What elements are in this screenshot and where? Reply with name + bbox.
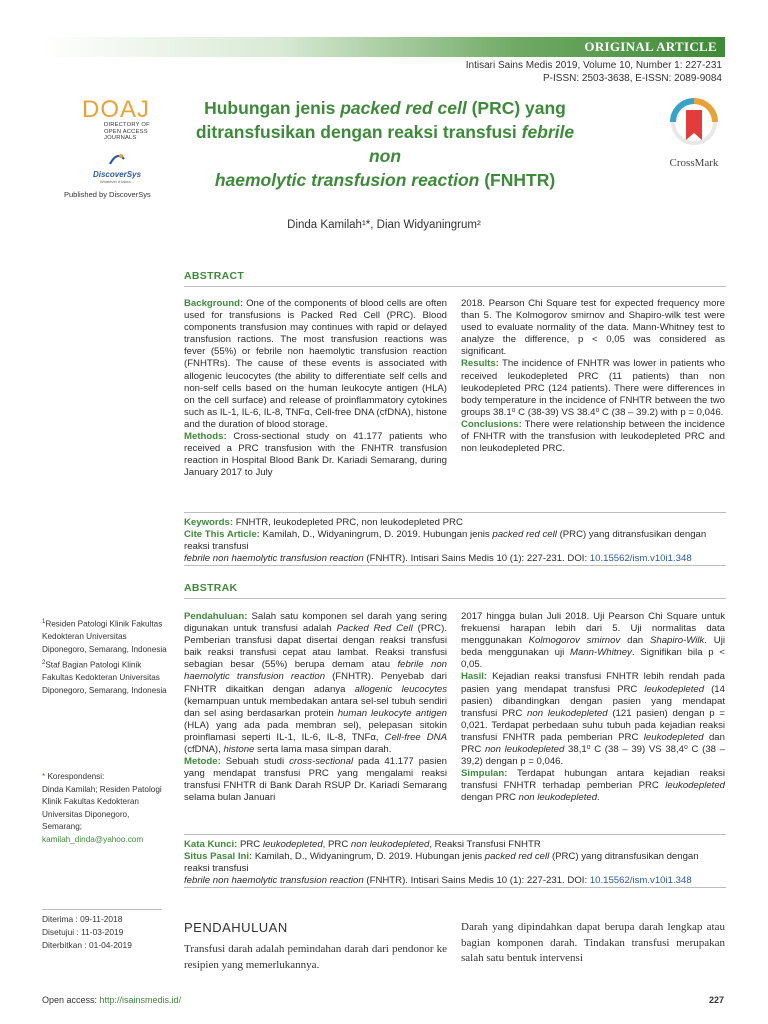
open-access-label: Open access:: [42, 995, 100, 1005]
divider: [184, 598, 726, 599]
conclusions-label: Conclusions:: [461, 418, 522, 430]
situs-italic: febrile non haemolytic transfusion reaction: [184, 875, 364, 887]
abstrak-italic: Cell-free DNA: [384, 731, 447, 743]
keywords-label: Keywords:: [184, 517, 234, 528]
intro-col-1: Transfusi darah adalah pemindahan darah dari pendonor ke resipien yang memerlukannya.: [184, 943, 447, 971]
situs-text: (PRC) yang ditransfusikan dengan reaksi transfusi: [184, 851, 699, 875]
doaj-subtitle-1: DIRECTORY OF: [104, 122, 150, 128]
cite-label: Cite This Article:: [184, 529, 260, 541]
article-type-bar: [40, 37, 725, 57]
kata-text: , Reaksi Transfusi FNHTR: [429, 839, 541, 850]
abstrak-italic: allogenic leucocytes: [354, 683, 447, 695]
crossmark-label: CrossMark: [669, 157, 719, 169]
abstrak-text: serta lama masa simpan darah.: [254, 744, 392, 756]
journal-issn: P-ISSN: 2503-3638, E-ISSN: 2089-9084: [543, 73, 722, 84]
discoversys-tagline: Whatever it takes...: [99, 179, 135, 184]
abstrak-italic: cross-sectional: [289, 756, 354, 768]
title-italic: haemolytic transfusion reaction: [214, 170, 480, 190]
abstrak-italic: leukodepleted: [643, 731, 704, 743]
cite-italic: packed red cell: [492, 529, 557, 541]
abstrak-text: . Uji beda menggunakan uji: [461, 635, 725, 659]
situs-doi-link[interactable]: 10.15562/ism.v10i1.348: [589, 875, 692, 887]
abstrak-text: . Signifikan bila p < 0,05.: [461, 647, 725, 671]
abstrak-text: (121 pasien) dengan p = 0,021. Terdapat perbedaan suhu tubuh pada kejadian reaksi transfusi FNHTR pada pemberian PRC: [461, 707, 725, 743]
correspondence-text: Dinda Kamilah; Residen Patologi Klinik Fakultas Kedokteran Universitas Diponegoro, Semarang;: [42, 784, 162, 832]
abstrak-text: .: [597, 792, 600, 804]
page-number: 227: [708, 995, 724, 1005]
authors: Dinda Kamilah¹*, Dian Widyaningrum²: [287, 219, 481, 231]
title-part: ditransfusikan dengan reaksi transfusi: [195, 122, 522, 142]
date-received: Diterima : 09-11-2018: [42, 914, 123, 924]
abstrak-text: Salah satu komponen sel darah yang sering digunakan untuk transfusi adalah: [184, 611, 447, 635]
doaj-logo-text: DOAJ: [82, 96, 151, 123]
introduction-heading: PENDAHULUAN: [184, 920, 288, 935]
published-by: Published by DiscoverSys: [64, 190, 151, 199]
abstract-col-2: [461, 298, 725, 455]
cite-text: (PRC) yang ditransfusikan dengan reaksi transfusi: [184, 529, 707, 553]
doaj-subtitle-2: OPEN ACCESS: [104, 128, 148, 135]
abstrak-text: 2017 hingga bulan Juli 2018. Uji Pearson Chi Square untuk frekuensi harapan lebih dari 5. Uji normalitas data menggunakan: [461, 611, 725, 647]
abstrak-italic: Packed Red Cell: [336, 623, 413, 635]
footer-open-access: [42, 995, 181, 1005]
intro-col-2: Darah yang dipindahkan dapat berupa darah lengkap atau bagian komponen darah. Tindakan transfusi merupakan salah satu bentuk intervensi: [461, 921, 725, 965]
title-italic: packed red cell: [340, 98, 467, 118]
affiliation-text: Residen Patologi Klinik Fakultas Kedokteran Universitas Diponegoro, Semarang, Indonesia: [42, 619, 167, 654]
crossmark-badge[interactable]: [663, 98, 725, 169]
cite-text: Kamilah, D., Widyaningrum, D. 2019. Hubungan jenis: [259, 529, 493, 541]
abstrak-col-1: [184, 611, 447, 805]
cite-italic: febrile non haemolytic transfusion reaction: [184, 553, 364, 565]
kata-kunci-label: Kata Kunci:: [184, 839, 238, 850]
journal-citation: Intisari Sains Medis 2019, Volume 10, Number 1: 227-231: [465, 60, 722, 71]
abstrak-text: dan: [620, 635, 650, 647]
discoversys-name: DiscoverSys: [92, 170, 142, 179]
abstrak-col-2: [461, 611, 725, 805]
divider: [42, 909, 162, 910]
title-part: (FNHTR): [479, 170, 556, 190]
divider: [184, 834, 726, 835]
kata-italic: leukodepleted: [262, 839, 323, 850]
situs-text: (FNHTR). Intisari Sains Medis 10 (1): 227-231. DOI:: [363, 875, 590, 887]
title-part: Hubungan jenis: [204, 98, 341, 118]
title-italic: febrile non: [368, 122, 575, 166]
kata-italic: non leukodepleted: [350, 839, 430, 850]
abstrak-text: (kemampuan untuk membedakan antara sel-sel tubuh sendiri dan sel asing berdasarkan protein: [184, 695, 447, 719]
abstrak-text: (HLA) yang ada pada membran sel), pelepasan sitokin proinflamasi seperti IL-1, IL-6, IL-8, TNFα,: [184, 719, 447, 743]
correspondence-label: Korespondensi:: [47, 772, 105, 781]
abstrak-text: 38,1⁰ C (38 – 39) VS 38,4⁰ C (38 – 39,2) dengan p = 0,046.: [461, 744, 725, 768]
simpulan-label: Simpulan:: [461, 768, 508, 780]
divider: [184, 512, 726, 513]
abstract-heading: ABSTRACT: [184, 270, 245, 282]
abstrak-text: dengan PRC: [461, 792, 519, 804]
divider: [184, 887, 726, 888]
abstrak-italic: leukodepleted: [644, 683, 705, 695]
abstrak-text: Sebuah studi: [220, 756, 290, 768]
abstrak-italic: human leukocyte antigen: [337, 707, 447, 719]
abstrak-italic: Shapiro-Wilk: [649, 635, 705, 647]
abstrak-text: pada 41.177 pasien yang mendapat transfusi PRC yang mengalami reaksi transfusi FNHTR di Bank Darah RSUP Dr. Kariadi Semarang selama bulan Januari: [184, 756, 447, 804]
correspondence: * Korespondensi: Dinda Kamilah; Residen Patologi Klinik Fakultas Kedokteran Universitas Diponegoro, Semarang; kamilah_dinda@yahoo.com: [42, 772, 162, 844]
affiliation-1: $^1$Residen Patologi Klinik Fakultas Kedokteran Universitas Diponegoro, Semarang, Indonesia: [42, 619, 167, 654]
divider: [184, 565, 726, 566]
journal-info: [466, 59, 722, 85]
doaj-logo[interactable]: [82, 98, 152, 142]
abstrak-text: Terdapat hubungan antara kejadian reaksi transfusi FNHTR terhadap pemberian PRC: [461, 768, 725, 792]
cite-doi-link[interactable]: 10.15562/ism.v10i1.348: [589, 553, 692, 565]
affiliation-2: $^2$Staf Bagian Patologi Klinik Fakultas Kedokteran Universitas Diponegoro, Semarang, Indonesia: [42, 660, 167, 695]
conclusions-text: There were relationship between the incidence of FNHTR with the transfusion with leukodepleted PRC and non leukodepleted PRC.: [461, 418, 725, 455]
abstrak-italic: Mann-Whitney: [570, 647, 632, 659]
abstrak-italic: Kolmogorov smirnov: [528, 635, 621, 647]
results-label: Results:: [461, 358, 499, 370]
abstrak-text: (14 pasien) dibandingkan dengan pasien yang mendapat transfusi PRC: [461, 683, 725, 719]
abstrak-text: (cfDNA),: [184, 744, 224, 756]
date-accepted: Disetujui : 11-03-2019: [42, 927, 124, 938]
keywords-text: FNHTR, leukodepleted PRC, non leukodepleted PRC: [233, 517, 463, 528]
abstrak-text: Kejadian reaksi transfusi FNHTR lebih rendah pada pasien yang mendapat transfusi PRC: [461, 671, 725, 695]
background-label: Background:: [184, 298, 244, 309]
metode-label: Metode:: [184, 756, 221, 768]
article-type-label: ORIGINAL ARTICLE: [584, 39, 717, 54]
abstrak-italic: non leukodepleted: [484, 744, 565, 756]
date-published: Diterbitkan : 01-04-2019: [42, 940, 132, 951]
discoversys-mark-icon: [109, 153, 125, 165]
hasil-label: Hasil:: [461, 671, 488, 683]
abstrak-text: dan PRC: [461, 731, 725, 756]
discoversys-logo[interactable]: [92, 152, 142, 184]
doaj-subtitle-3: JOURNALS: [104, 135, 137, 141]
methods-text: Cross-sectional study on 41.177 patients who received a PRC transfusion with the FNHTR transfusion reaction in Hospital Blood Bank Dr. Kariadi Semarang, during January 2017 to July: [184, 431, 447, 479]
situs-label: Situs Pasal Ini:: [184, 851, 253, 863]
abstrak-italic: histone: [223, 744, 255, 756]
kata-text: , PRC: [322, 839, 351, 850]
article-title: [190, 96, 580, 192]
abstrak-italic: febrile non haemolytic transfusion reaction: [184, 659, 447, 683]
kata-text: PRC: [237, 839, 263, 850]
abstract-col-1: [184, 298, 447, 479]
situs-italic: packed red cell: [484, 851, 550, 863]
situs-text: Kamilah, D., Widyaningrum, D. 2019. Hubungan jenis: [252, 851, 485, 863]
pendahuluan-label: Pendahuluan:: [184, 611, 248, 622]
crossmark-icon: [670, 98, 718, 150]
correspondence-email-link[interactable]: kamilah_dinda@yahoo.com: [42, 834, 144, 844]
journal-url-link[interactable]: http://isainsmedis.id/: [99, 995, 182, 1005]
keywords-block: [184, 517, 726, 565]
title-part: (PRC) yang: [466, 98, 566, 118]
methods-label: Methods:: [184, 431, 227, 443]
results-text: The incidence of FNHTR was lower in patients who received leukodepleted PRC (11 patients) than non leukodepleted PRC (124 patients). There were differences in body temperature in the incidence of FNHTR between the two groups 38.1⁰ C (38-39) VS 38.4⁰ C (38 – 39.2) with p = 0,046.: [461, 358, 725, 418]
abstrak-italic: leukodepleted: [665, 780, 725, 792]
divider: [184, 286, 726, 287]
abstrak-italic: non leukodepleted: [527, 707, 608, 719]
cite-text: (FNHTR). Intisari Sains Medis 10 (1): 227-231. DOI:: [363, 553, 590, 565]
abstrak-text: (PRC). Pemberian transfusi dapat disertai dengan reaksi transfusi baik reaksi transfusi cepat atau lambat. Reaksi transfusi sebagian besar (55%) berupa demam atau: [184, 623, 447, 671]
affiliation-text: Staf Bagian Patologi Klinik Fakultas Kedokteran Universitas Diponegoro, Semarang, Indonesia: [42, 660, 167, 695]
abstrak-text: (FNHTR). Penyebab dari FNHTR dikaitkan dengan adanya: [184, 671, 448, 695]
background-text: One of the components of blood cells are often used for transfusions is Packed Red Cell (PRC). Blood components transfusion may continues with rapid or delayed transfusion ractions. The most transfusion reactions was fever (55%) or febrile non haemolytic transfusion reaction (FNHTRs). The cause of these events is associated with allogenic leucocytes (the ability to differentiate self cells and non-self cells based on the human leukocyte antigen (HLA) on the cell surface) and release of proinflammatory cytokines such as IL-1, IL-6, IL-8, TNFα, Cell-free DNA (cfDNA), histone and the duration of blood storage.: [184, 298, 447, 430]
dates-block: [42, 913, 132, 953]
kata-kunci-block: [184, 839, 726, 887]
abstrak-italic: non leukodepleted: [518, 792, 598, 804]
methods-continued: 2018. Pearson Chi Square test for expected frequency more than 5. The Kolmogorov smirnov and Shapiro-wilk test were used to evaluate normality of the data. Mann-Whitney test to analyze the difference, p < 0,05 was considered as significant.: [461, 298, 725, 358]
abstrak-heading: ABSTRAK: [184, 582, 238, 594]
